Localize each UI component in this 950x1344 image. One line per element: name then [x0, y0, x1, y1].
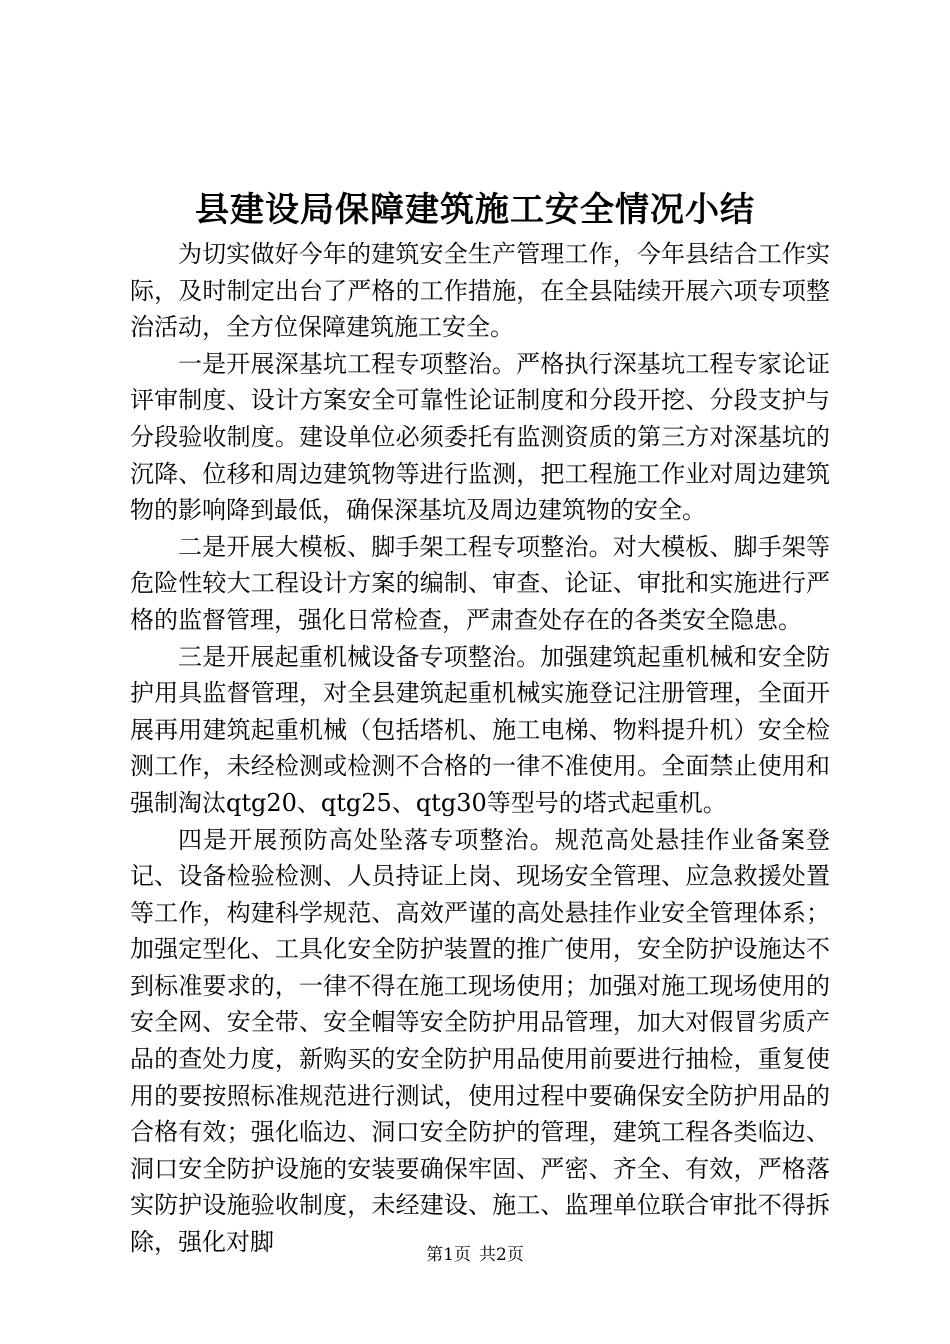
- page-number-total: 共2页: [479, 1245, 524, 1265]
- paragraph-deep-foundation: 一是开展深基坑工程专项整治。严格执行深基坑工程专家论证评审制度、设计方案安全可靠性论证制度和分段开挖、分段支护与分段验收制度。建设单位必须委托有监测资质的第三方对深基坑的沉降、位移和周边建筑物等进行监测，把工程施工作业对周边建筑物的影响降到最低，确保深基坑及周边建筑物的安全。: [130, 349, 830, 525]
- paragraph-formwork-scaffold: 二是开展大模板、脚手架工程专项整治。对大模板、脚手架等危险性较大工程设计方案的编制、审查、论证、审批和实施进行严格的监督管理，强化日常检查，严肃查处存在的各类安全隐患。: [130, 532, 830, 634]
- document-body: [130, 236, 830, 1261]
- document-title: 县建设局保障建筑施工安全情况小结: [195, 190, 755, 230]
- paragraph-intro: 为切实做好今年的建筑安全生产管理工作，今年县结合工作实际，及时制定出台了严格的工作措施，在全县陆续开展六项专项整治活动，全方位保障建筑施工安全。: [130, 240, 830, 342]
- page-footer: [0, 1243, 950, 1267]
- paragraph-lifting-machinery: 三是开展起重机械设备专项整治。加强建筑起重机械和安全防护用具监督管理，对全县建筑起重机械实施登记注册管理，全面开展再用建筑起重机械（包括塔机、施工电梯、物料提升机）安全检测工作，未经检测或检测不合格的一律不准使用。全面禁止使用和强制淘汰qtg20、qtg25、qtg30等型号的塔式起重机。: [130, 642, 830, 817]
- paragraph-fall-prevention: 四是开展预防高处坠落专项整治。规范高处悬挂作业备案登记、设备检验检测、人员持证上岗、现场安全管理、应急救援处置等工作，构建科学规范、高效严谨的高处悬挂作业安全管理体系；加强定型化、工具化安全防护装置的推广使用，安全防护设施达不到标准要求的，一律不得在施工现场使用；加强对施工现场使用的安全网、安全带、安全帽等安全防护用品管理，加大对假冒劣质产品的查处力度，新购买的安全防护用品使用前要进行抽检，重复使用的要按照标准规范进行测试，使用过程中要确保安全防护用品的合格有效；强化临边、洞口安全防护的管理，建筑工程各类临边、洞口安全防护设施的安装要确保牢固、严密、齐全、有效，严格落实防护设施验收制度，未经建设、施工、监理单位联合审批不得拆除，强化对脚: [130, 825, 830, 1257]
- page-number-current: 第1页: [426, 1245, 471, 1265]
